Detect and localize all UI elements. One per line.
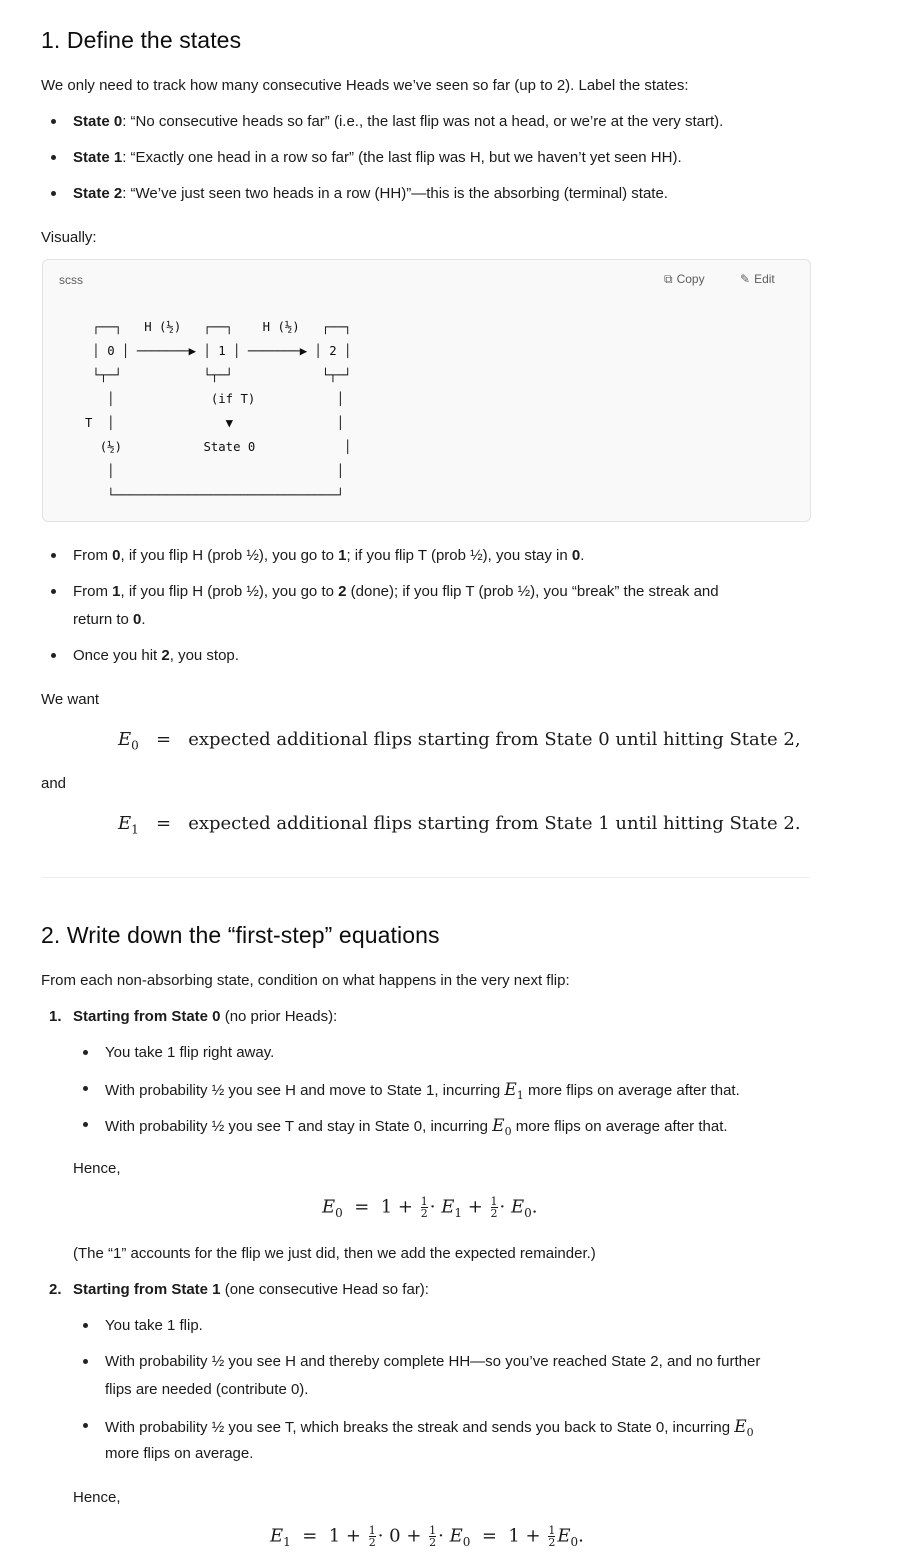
list-item-cont: flips are needed (contribute 0). [105, 1381, 309, 1398]
case-1-note: (The “1” accounts for the flip we just did, then we add the expected remainder.) [73, 1245, 596, 1262]
bullet [51, 155, 56, 160]
code-line: └──────────────────────────────┘ [85, 488, 345, 502]
hence-label: Hence, [73, 1489, 121, 1506]
code-line: │ │ [85, 464, 345, 478]
code-block [42, 259, 811, 522]
bullet [51, 191, 56, 196]
code-language-label: scss [59, 273, 83, 287]
copy-icon: ⧉ [664, 272, 673, 286]
bullet [83, 1050, 88, 1055]
and-label: and [41, 775, 67, 792]
visually-label: Visually: [41, 229, 97, 246]
code-line: T │ ▼ │ [85, 416, 345, 430]
list-number: 2. [49, 1281, 62, 1298]
bullet [83, 1323, 88, 1328]
section-1-intro: We only need to track how many consecutive Heads we’ve seen so far (up to 2). Label the states: [41, 77, 689, 94]
e1-definition: $E_1$ = expected additional flips starting from State 1 until hitting State 2. [118, 813, 801, 837]
transition-from-1-cont: return to 0. [73, 611, 146, 628]
list-item: With probability ½ you see T and stay in State 0, incurring $E_0$ more flips on average after that. [105, 1116, 728, 1138]
list-item: You take 1 flip. [105, 1317, 203, 1334]
bullet [83, 1086, 88, 1091]
transition-from-0: From 0, if you flip H (prob ½), you go to 1; if you flip T (prob ½), you stay in 0. [73, 547, 585, 564]
list-item: With probability ½ you see T, which breaks the streak and sends you back to State 0, incurring $E_0$ [105, 1417, 754, 1439]
bullet [51, 589, 56, 594]
bullet [83, 1423, 88, 1428]
case-1-heading: Starting from State 0 (no prior Heads): [73, 1008, 338, 1025]
transition-from-1: From 1, if you flip H (prob ½), you go to 2 (done); if you flip T (prob ½), you “break” the streak and [73, 583, 719, 600]
edit-button[interactable]: ✎ Edit [740, 272, 775, 286]
code-line: │ 0 │ ───────▶ │ 1 │ ───────▶ │ 2 │ [85, 344, 352, 358]
list-item: With probability ½ you see H and move to State 1, incurring $E_1$ more flips on average after that. [105, 1080, 740, 1102]
code-line: (½) State 0 │ [85, 440, 352, 454]
divider [42, 877, 809, 878]
copy-button[interactable]: ⧉ Copy [664, 272, 705, 286]
bullet [51, 553, 56, 558]
bullet [51, 119, 56, 124]
list-item-cont: more flips on average. [105, 1445, 254, 1462]
code-line: ┌──┐ H (½) ┌──┐ H (½) ┌──┐ [85, 320, 352, 334]
state-0-item: State 0: “No consecutive heads so far” (i.e., the last flip was not a head, or we’re at the very start). [73, 113, 724, 130]
we-want-label: We want [41, 691, 100, 708]
equation-e1: $E_1 = 1$ + $\frac{1}{2}$ · 0 + $\frac{1}{2}$ · $E_0 = 1$ + $\frac{1}{2}$ $E_0$. [270, 1524, 584, 1550]
state-1-item: State 1: “Exactly one head in a row so far” (the last flip was H, but we haven’t yet seen HH). [73, 149, 682, 166]
bullet [83, 1359, 88, 1364]
transition-stop: Once you hit 2, you stop. [73, 647, 239, 664]
section-1-title: 1. Define the states [41, 27, 242, 53]
code-line: └┬─┘ └┬─┘ └┬─┘ [85, 368, 352, 382]
section-2-intro: From each non-absorbing state, condition on what happens in the very next flip: [41, 972, 570, 989]
list-item: You take 1 flip right away. [105, 1044, 275, 1061]
e0-definition: $E_0$ = expected additional flips starting from State 0 until hitting State 2, [118, 729, 801, 753]
bullet [83, 1122, 88, 1127]
pencil-icon: ✎ [740, 272, 751, 286]
state-2-item: State 2: “We’ve just seen two heads in a row (HH)”—this is the absorbing (terminal) state. [73, 185, 668, 202]
section-2-title: 2. Write down the “first-step” equations [41, 922, 440, 948]
hence-label: Hence, [73, 1160, 121, 1177]
code-line: │ (if T) │ [85, 392, 345, 406]
list-number: 1. [49, 1008, 62, 1025]
list-item: With probability ½ you see H and thereby complete HH—so you’ve reached State 2, and no further [105, 1353, 761, 1370]
state-diagram-code [85, 315, 352, 507]
bullet [51, 653, 56, 658]
case-2-heading: Starting from State 1 (one consecutive Head so far): [73, 1281, 429, 1298]
equation-e0: $E_0 = 1$ + $\frac{1}{2}$ · $E_1$ + $\frac{1}{2}$ · $E_0$. [322, 1195, 538, 1221]
